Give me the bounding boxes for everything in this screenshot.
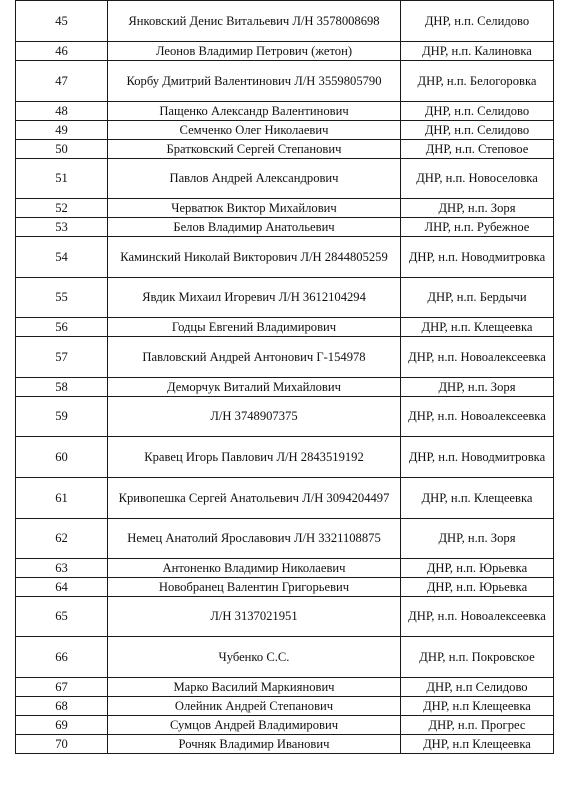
table-row bbox=[16, 337, 554, 378]
table-row bbox=[16, 735, 554, 754]
table-row bbox=[16, 1, 554, 42]
person-name-cell: Антоненко Владимир Николаевич bbox=[108, 559, 401, 578]
person-name-cell: Павловский Андрей Антонович Г-154978 bbox=[108, 337, 401, 378]
location-cell: ДНР, н.п. Новодмитровка bbox=[401, 437, 554, 478]
row-number-cell: 53 bbox=[16, 218, 108, 237]
table-row bbox=[16, 278, 554, 318]
person-name-cell: Семченко Олег Николаевич bbox=[108, 121, 401, 140]
person-name-cell: Корбу Дмитрий Валентинович Л/Н 3559805790 bbox=[108, 61, 401, 102]
person-name-cell: Чубенко С.С. bbox=[108, 637, 401, 678]
location-cell: ДНР, н.п. Клещеевка bbox=[401, 318, 554, 337]
table-row bbox=[16, 697, 554, 716]
location-cell: ДНР, н.п. Белогоровка bbox=[401, 61, 554, 102]
person-name-cell: Олейник Андрей Степанович bbox=[108, 697, 401, 716]
row-number-cell: 58 bbox=[16, 378, 108, 397]
row-number-cell: 63 bbox=[16, 559, 108, 578]
location-cell: ДНР, н.п. Юрьевка bbox=[401, 578, 554, 597]
person-name-cell: Сумцов Андрей Владимирович bbox=[108, 716, 401, 735]
row-number-cell: 62 bbox=[16, 519, 108, 559]
location-cell: ДНР, н.п. Зоря bbox=[401, 519, 554, 559]
row-number-cell: 67 bbox=[16, 678, 108, 697]
table-row bbox=[16, 678, 554, 697]
persons-table bbox=[15, 0, 554, 754]
row-number-cell: 50 bbox=[16, 140, 108, 159]
location-cell: ДНР, н.п. Новоселовка bbox=[401, 159, 554, 199]
person-name-cell: Кравец Игорь Павлович Л/Н 2843519192 bbox=[108, 437, 401, 478]
table-row bbox=[16, 397, 554, 437]
table-row bbox=[16, 237, 554, 278]
location-cell: ДНР, н.п. Клещеевка bbox=[401, 478, 554, 519]
location-cell: ДНР, н.п. Зоря bbox=[401, 378, 554, 397]
person-name-cell: Черватюк Виктор Михайлович bbox=[108, 199, 401, 218]
table-row bbox=[16, 318, 554, 337]
person-name-cell: Братковский Сергей Степанович bbox=[108, 140, 401, 159]
table-row bbox=[16, 559, 554, 578]
table-row bbox=[16, 102, 554, 121]
location-cell: ДНР, н.п Клещеевка bbox=[401, 735, 554, 754]
location-cell: ДНР, н.п. Зоря bbox=[401, 199, 554, 218]
row-number-cell: 69 bbox=[16, 716, 108, 735]
table-body bbox=[16, 1, 554, 754]
row-number-cell: 55 bbox=[16, 278, 108, 318]
person-name-cell: Каминский Николай Викторович Л/Н 2844805259 bbox=[108, 237, 401, 278]
person-name-cell: Павлов Андрей Александрович bbox=[108, 159, 401, 199]
row-number-cell: 56 bbox=[16, 318, 108, 337]
location-cell: ДНР, н.п. Юрьевка bbox=[401, 559, 554, 578]
table-row bbox=[16, 159, 554, 199]
location-cell: ДНР, н.п. Селидово bbox=[401, 102, 554, 121]
location-cell: ДНР, н.п. Прогрес bbox=[401, 716, 554, 735]
row-number-cell: 65 bbox=[16, 597, 108, 637]
table-row bbox=[16, 716, 554, 735]
row-number-cell: 48 bbox=[16, 102, 108, 121]
person-name-cell: Деморчук Виталий Михайлович bbox=[108, 378, 401, 397]
person-name-cell: Белов Владимир Анатольевич bbox=[108, 218, 401, 237]
row-number-cell: 68 bbox=[16, 697, 108, 716]
person-name-cell: Новобранец Валентин Григорьевич bbox=[108, 578, 401, 597]
person-name-cell: Явдик Михаил Игоревич Л/Н 3612104294 bbox=[108, 278, 401, 318]
row-number-cell: 45 bbox=[16, 1, 108, 42]
row-number-cell: 59 bbox=[16, 397, 108, 437]
location-cell: ДНР, н.п Селидово bbox=[401, 678, 554, 697]
location-cell: ДНР, н.п. Селидово bbox=[401, 121, 554, 140]
location-cell: ДНР, н.п Клещеевка bbox=[401, 697, 554, 716]
table-row bbox=[16, 478, 554, 519]
table-row bbox=[16, 378, 554, 397]
location-cell: ДНР, н.п. Степовое bbox=[401, 140, 554, 159]
row-number-cell: 61 bbox=[16, 478, 108, 519]
person-name-cell: Пащенко Александр Валентинович bbox=[108, 102, 401, 121]
row-number-cell: 46 bbox=[16, 42, 108, 61]
person-name-cell: Кривопешка Сергей Анатольевич Л/Н 3094204497 bbox=[108, 478, 401, 519]
row-number-cell: 66 bbox=[16, 637, 108, 678]
table-row bbox=[16, 121, 554, 140]
table-row bbox=[16, 578, 554, 597]
table-row bbox=[16, 519, 554, 559]
row-number-cell: 51 bbox=[16, 159, 108, 199]
row-number-cell: 52 bbox=[16, 199, 108, 218]
person-name-cell: Янковский Денис Витальевич Л/Н 3578008698 bbox=[108, 1, 401, 42]
row-number-cell: 70 bbox=[16, 735, 108, 754]
location-cell: ДНР, н.п. Покровское bbox=[401, 637, 554, 678]
location-cell: ДНР, н.п. Новоалексеевка bbox=[401, 337, 554, 378]
person-name-cell: Л/Н 3748907375 bbox=[108, 397, 401, 437]
row-number-cell: 60 bbox=[16, 437, 108, 478]
location-cell: ДНР, н.п. Новоалексеевка bbox=[401, 397, 554, 437]
table-row bbox=[16, 437, 554, 478]
person-name-cell: Немец Анатолий Ярославович Л/Н 3321108875 bbox=[108, 519, 401, 559]
row-number-cell: 54 bbox=[16, 237, 108, 278]
table-row bbox=[16, 140, 554, 159]
location-cell: ДНР, н.п. Новодмитровка bbox=[401, 237, 554, 278]
row-number-cell: 57 bbox=[16, 337, 108, 378]
location-cell: ДНР, н.п. Новоалексеевка bbox=[401, 597, 554, 637]
row-number-cell: 49 bbox=[16, 121, 108, 140]
table-row bbox=[16, 61, 554, 102]
table-row bbox=[16, 199, 554, 218]
location-cell: ЛНР, н.п. Рубежное bbox=[401, 218, 554, 237]
table-row bbox=[16, 637, 554, 678]
location-cell: ДНР, н.п. Селидово bbox=[401, 1, 554, 42]
table-row bbox=[16, 218, 554, 237]
person-name-cell: Леонов Владимир Петрович (жетон) bbox=[108, 42, 401, 61]
row-number-cell: 47 bbox=[16, 61, 108, 102]
person-name-cell: Рочняк Владимир Иванович bbox=[108, 735, 401, 754]
person-name-cell: Л/Н 3137021951 bbox=[108, 597, 401, 637]
location-cell: ДНР, н.п. Бердычи bbox=[401, 278, 554, 318]
location-cell: ДНР, н.п. Калиновка bbox=[401, 42, 554, 61]
table-row bbox=[16, 597, 554, 637]
row-number-cell: 64 bbox=[16, 578, 108, 597]
person-name-cell: Годцы Евгений Владимирович bbox=[108, 318, 401, 337]
table-row bbox=[16, 42, 554, 61]
person-name-cell: Марко Василий Маркиянович bbox=[108, 678, 401, 697]
